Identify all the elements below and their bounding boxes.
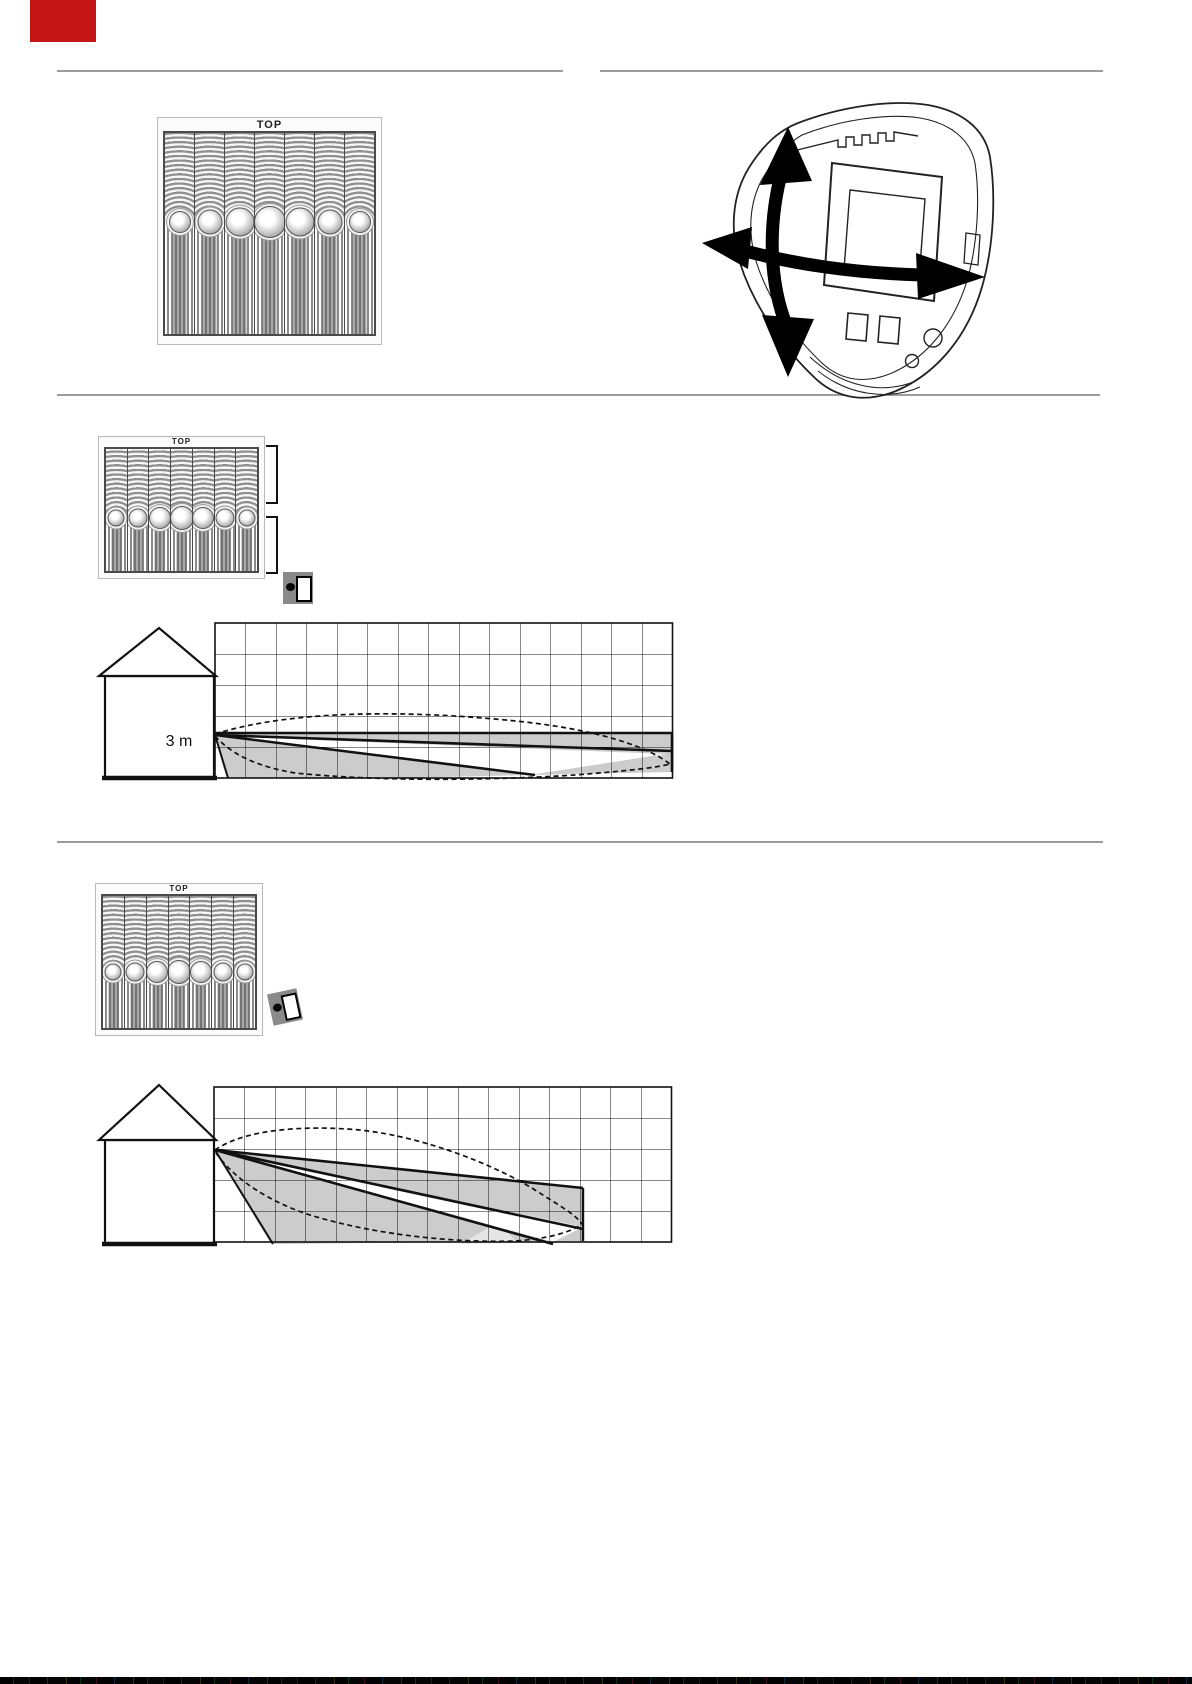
arc-zone	[103, 896, 124, 973]
lens-segment	[224, 133, 254, 334]
stripe-zone	[315, 222, 344, 335]
lens-dome-icon	[285, 207, 314, 236]
lens-segment	[284, 133, 314, 334]
mount-height-label: 3 m	[165, 733, 193, 750]
lens-dome-icon	[105, 964, 122, 981]
lens-segment	[148, 449, 170, 571]
lens-dome-icon	[192, 507, 213, 529]
lens-dome-icon	[129, 509, 148, 528]
lens-top-label: TOP	[171, 437, 192, 446]
stripe-zone	[225, 222, 254, 335]
sensor-dot-icon	[286, 583, 295, 591]
lens-segment	[192, 449, 214, 571]
lens-dome-icon	[213, 963, 232, 982]
lower-zone-bracket	[266, 516, 278, 574]
lens-segment	[146, 896, 168, 1028]
lens-segment	[344, 133, 374, 334]
lens-dome-icon	[254, 206, 284, 238]
lens-dome-icon	[190, 961, 211, 983]
lens-dome-icon	[225, 207, 254, 236]
fresnel-lens-pattern	[163, 131, 376, 336]
lens-dome-icon	[126, 963, 145, 982]
lens-segment	[103, 896, 124, 1028]
sensor-adjustment-figure	[690, 95, 1010, 400]
lens-dome-icon	[215, 509, 234, 528]
arc-zone	[212, 896, 233, 973]
stripe-zone	[165, 222, 194, 335]
house	[99, 628, 217, 778]
lens-segment	[254, 133, 284, 334]
lens-top-label: TOP	[169, 884, 189, 893]
arc-zone	[234, 896, 255, 973]
lens-segment	[165, 133, 194, 334]
cut-line-band	[0, 1677, 1192, 1684]
wall-mount-icon-tilted	[267, 988, 303, 1026]
lens-dome-icon	[169, 211, 191, 233]
lens-segment	[124, 896, 146, 1028]
upper-zone-bracket	[266, 445, 278, 504]
lens-segment	[194, 133, 224, 334]
lens-dome-icon	[236, 964, 253, 981]
divider-top-right	[600, 70, 1103, 72]
divider-top-left	[57, 70, 563, 72]
lens-figure-2	[98, 436, 265, 579]
arc-zone	[165, 133, 194, 221]
lens-segment	[189, 896, 211, 1028]
divider-section-3	[57, 841, 1103, 843]
house	[99, 1085, 217, 1244]
fresnel-lens-pattern	[104, 447, 259, 573]
lens-dome-icon	[168, 960, 190, 984]
sensor-dot-icon	[272, 1003, 282, 1013]
stripe-zone	[345, 222, 374, 335]
fresnel-lens-pattern	[101, 894, 257, 1030]
lens-segment	[168, 896, 190, 1028]
lens-dome-icon	[238, 510, 255, 527]
lens-dome-icon	[349, 211, 371, 233]
lens-dome-icon	[149, 507, 170, 529]
stripe-zone	[195, 222, 224, 335]
lens-dome-icon	[146, 961, 167, 983]
lens-segment	[127, 449, 149, 571]
stripe-zone	[255, 222, 284, 335]
range-diagram-1	[95, 615, 695, 787]
distance-grid	[215, 623, 673, 778]
lens-segment	[170, 449, 192, 571]
range-diagram-2	[95, 1075, 695, 1250]
lens-figure-3	[95, 883, 263, 1036]
lens-segment	[235, 449, 257, 571]
lens-top-label: TOP	[256, 119, 283, 131]
lens-segment	[106, 449, 127, 571]
lens-window-icon	[281, 992, 302, 1021]
lens-segment	[233, 896, 255, 1028]
arc-zone	[345, 133, 374, 221]
lens-segment	[314, 133, 344, 334]
lens-dome-icon	[108, 510, 125, 527]
lens-segment	[214, 449, 236, 571]
wall-mount-icon	[283, 572, 313, 604]
arc-zone	[125, 896, 146, 973]
lens-figure-1	[157, 117, 382, 345]
lens-segment	[211, 896, 233, 1028]
arc-zone	[106, 449, 127, 519]
lens-dome-icon	[197, 209, 222, 234]
page-corner-marker	[30, 0, 96, 42]
stripe-zone	[285, 222, 314, 335]
arc-zone	[236, 449, 257, 519]
lens-dome-icon	[170, 506, 192, 530]
lens-dome-icon	[317, 209, 342, 234]
lens-window-icon	[296, 576, 312, 602]
